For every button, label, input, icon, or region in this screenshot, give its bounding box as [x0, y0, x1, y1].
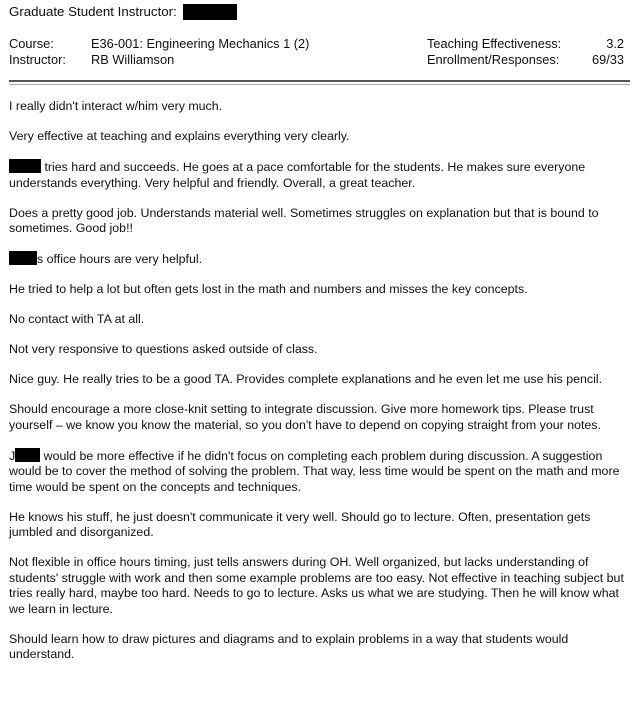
instructor-row	[9, 52, 626, 68]
enrollment-label: Enrollment/Responses:	[427, 52, 560, 67]
comments-list	[9, 99, 626, 677]
header-divider	[9, 80, 630, 82]
instructor-value: RB Williamson	[91, 52, 175, 67]
course-label: Course:	[9, 36, 54, 51]
comment-text: would be more effective if he didn't focus on completing each problem during discussion. A suggestion would be to cover the method of solving the problem. That way, less time would be spent on the math and more time would be spent on the concepts and techniques.	[9, 448, 620, 494]
comment: Not flexible in office hours timing, just tells answers during OH. Well organized, but lacks understanding of students' struggle with work and then some example problems are too easy. Not effective in teaching subject but tries really hard, maybe too hard. Needs to go to lecture. Asks us what we are studying. Then he will know what we learn in lecture.	[9, 555, 624, 616]
comment: Does a pretty good job. Understands material well. Sometimes struggles on explanation but that is bound to sometimes. Good job!!	[9, 205, 599, 235]
comment: Should learn how to draw pictures and diagrams and to explain problems in a way that students would understand.	[9, 631, 569, 661]
comment	[9, 448, 626, 496]
enrollment-value: 69/33	[591, 52, 624, 67]
comment-text: s office hours are very helpful.	[37, 252, 203, 266]
gsi-label: Graduate Student Instructor:	[9, 4, 177, 19]
course-value: E36-001: Engineering Mechanics 1 (2)	[91, 36, 310, 51]
effectiveness-label: Teaching Effectiveness:	[427, 36, 562, 51]
header-divider-thin	[9, 84, 630, 85]
course-info	[9, 36, 626, 68]
comment: I really didn't interact w/him very much.	[9, 99, 223, 113]
comment	[9, 251, 626, 268]
comment: Not very responsive to questions asked outside of class.	[9, 342, 318, 356]
course-row	[9, 36, 626, 52]
effectiveness-value: 3.2	[606, 36, 624, 51]
comment: Very effective at teaching and explains everything very clearly.	[9, 129, 350, 143]
redacted-name-block	[9, 159, 41, 173]
comment: No contact with TA at all.	[9, 312, 145, 326]
comment-prefix: J	[9, 448, 16, 463]
comment: He tried to help a lot but often gets lost in the math and numbers and misses the key concepts.	[9, 282, 528, 296]
redacted-name-block	[183, 4, 237, 20]
comment	[9, 159, 626, 191]
redacted-name-block	[15, 448, 40, 462]
instructor-label: Instructor:	[9, 52, 66, 67]
comment: Should encourage a more close-knit setting to integrate discussion. Give more homework tips. Please trust yourself – we know you know the material, so you don't have to depend on copying straight from your notes.	[9, 402, 601, 432]
comment-text: tries hard and succeeds. He goes at a pace comfortable for the students. He makes sure everyone understands everything. Very helpful and friendly. Overall, a great teacher.	[9, 160, 586, 190]
redacted-name-block	[9, 251, 37, 265]
gsi-header	[9, 4, 237, 20]
comment: He knows his stuff, he just doesn't communicate it very well. Should go to lecture. Often, presentation gets jumbled and disorganized.	[9, 509, 591, 539]
comment: Nice guy. He really tries to be a good TA. Provides complete explanations and he even let me use his pencil.	[9, 372, 603, 386]
